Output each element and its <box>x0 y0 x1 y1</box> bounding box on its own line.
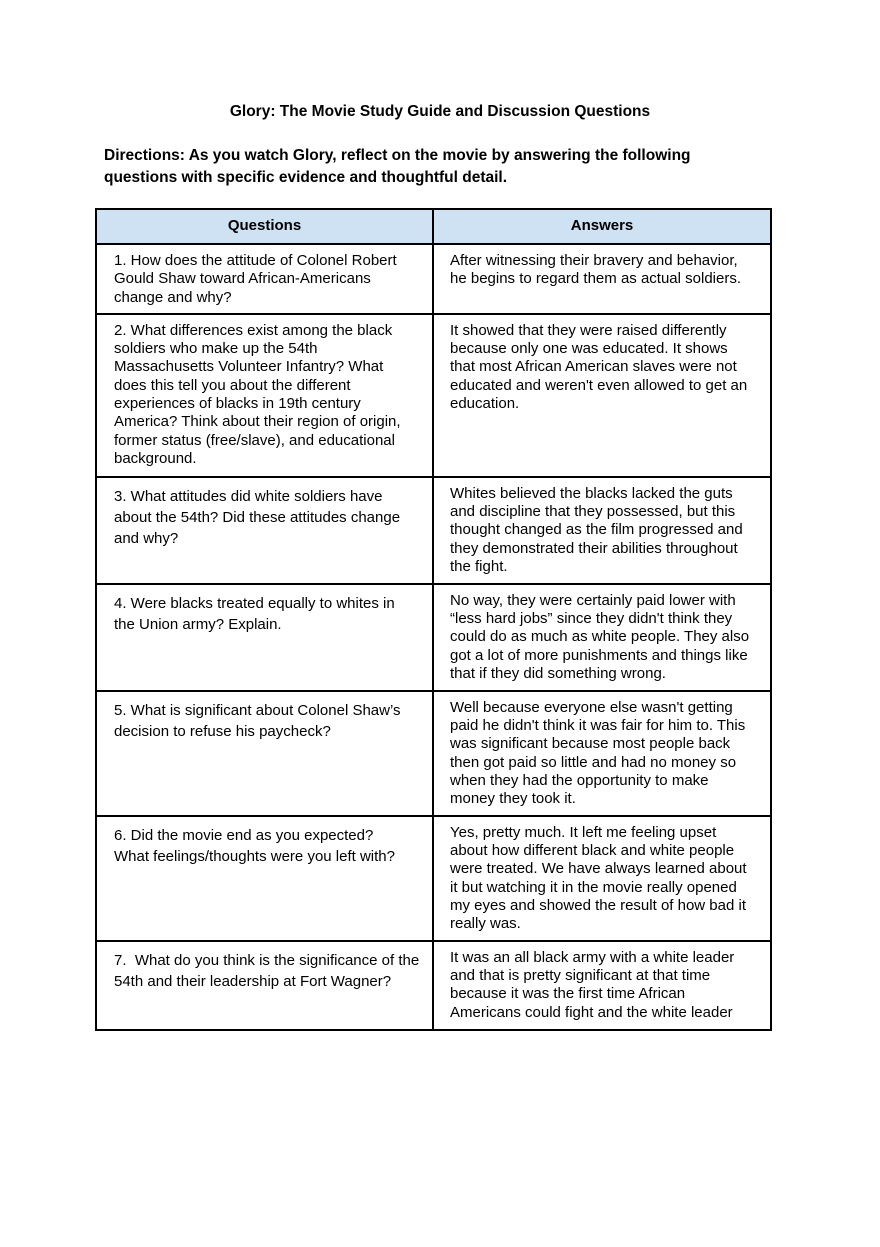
answer-1-text: After witnessing their bravery and behavior, he begins to regard them as actual soldiers. <box>450 252 741 288</box>
questions-column-header: Questions <box>96 209 433 244</box>
question-7-text: 7. What do you think is the significance of the 54th and their leadership at Fort Wagner? <box>114 951 420 990</box>
question-6-text: 6. Did the movie end as you expected? What feelings/thoughts were you left with? <box>114 826 395 865</box>
table-row <box>96 691 771 816</box>
answer-5-text: Well because everyone else wasn't getting paid he didn't think it was fair for him to. This was significant because most people back then got paid so little and had no money so when they had the opportunity to make money they took it. <box>450 698 746 808</box>
question-5-text: 5. What is significant about Colonel Shaw’s decision to refuse his paycheck? <box>114 701 401 740</box>
question-cell <box>96 584 433 691</box>
answer-cell <box>433 691 771 816</box>
answer-cell <box>433 244 771 314</box>
directions-text: Directions: As you watch Glory, reflect on the movie by answering the following questions with specific evidence and thoughtful detail. <box>104 147 691 186</box>
question-cell <box>96 244 433 314</box>
answer-4-text: No way, they were certainly paid lower with “less hard jobs” since they didn't think they could do as much as white people. They also got a lot of more punishments and things like that if they did something wrong. <box>450 591 750 683</box>
table-row <box>96 244 771 314</box>
answer-cell <box>433 584 771 691</box>
table-row <box>96 477 771 584</box>
question-2-text: 2. What differences exist among the black soldiers who make up the 54th Massachusetts Volunteer Infantry? What does this tell you about the different experiences of blacks in 19th century America? Think about their region of origin, former status (free/slave), and educational background. <box>114 321 401 467</box>
question-cell <box>96 816 433 941</box>
question-3-text: 3. What attitudes did white soldiers have about the 54th? Did these attitudes change and why? <box>114 487 401 547</box>
answer-7-text: It was an all black army with a white leader and that is pretty significant at that time because it was the first time African Americans could fight and the white leader <box>450 948 735 1021</box>
table-row <box>96 816 771 941</box>
question-1-text: 1. How does the attitude of Colonel Robert Gould Shaw toward African-Americans change and why? <box>114 252 397 306</box>
study-guide-table <box>95 208 772 1031</box>
question-cell <box>96 314 433 477</box>
table-row <box>96 584 771 691</box>
question-4-text: 4. Were blacks treated equally to whites in the Union army? Explain. <box>114 594 395 633</box>
answer-cell <box>433 314 771 477</box>
answer-cell <box>433 941 771 1030</box>
answer-2-text: It showed that they were raised differently because only one was educated. It shows that most African American slaves were not educated and weren't even allowed to get an education. <box>450 321 748 413</box>
table-row <box>96 941 771 1030</box>
answer-cell <box>433 477 771 584</box>
table-header-row <box>96 209 771 244</box>
answer-cell <box>433 816 771 941</box>
table-row <box>96 314 771 477</box>
question-cell <box>96 477 433 584</box>
question-cell <box>96 941 433 1030</box>
answer-3-text: Whites believed the blacks lacked the guts and discipline that they possessed, but this thought changed as the film progressed and they demonstrated their abilities throughout the fight. <box>450 484 743 576</box>
page-title: Glory: The Movie Study Guide and Discussion Questions <box>229 103 651 120</box>
answer-6-text: Yes, pretty much. It left me feeling upset about how different black and white people were treated. We have always learned about it but watching it in the movie really opened my eyes and showed the result of how bad it really was. <box>450 823 747 933</box>
question-cell <box>96 691 433 816</box>
answers-column-header: Answers <box>433 209 771 244</box>
